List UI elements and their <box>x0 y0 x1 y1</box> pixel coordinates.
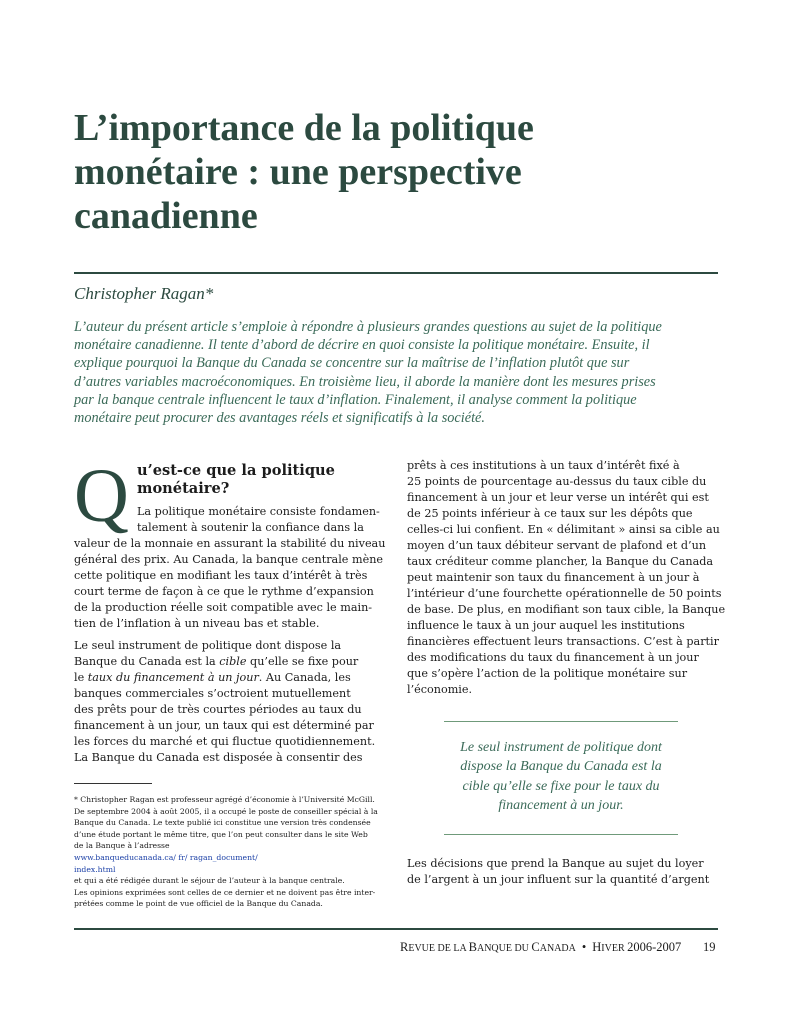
pull-quote-line: financement à un jour. <box>498 798 624 814</box>
footnote <box>74 794 378 910</box>
body-line: valeur de la monnaie en assurant la stabilité du niveau <box>74 537 386 550</box>
body-line: influence le taux à un jour auquel les institutions <box>407 619 685 632</box>
body-line: l’économie. <box>407 683 473 696</box>
right-column <box>407 458 725 698</box>
footnote-line: Banque du Canada. Le texte publié ici constitue une version très condensée <box>74 818 371 828</box>
article-title <box>74 106 714 238</box>
body-line: Banque du Canada est la cible qu’elle se fixe pour <box>74 655 359 668</box>
body-line: cette politique en modifiant les taux d’intérêt à très <box>74 569 368 582</box>
body-line: taux créditeur comme plancher, la Banque du Canada <box>407 555 714 568</box>
page-number: 19 <box>703 940 716 954</box>
body-line: les forces du marché et qui fluctue quotidiennement. <box>74 735 376 748</box>
body-line: La Banque du Canada est disposée à consentir des <box>74 751 363 764</box>
body-line: Les décisions que prend la Banque au sujet du loyer <box>407 857 704 870</box>
body-line: banques commerciales s’octroient mutuellement <box>74 687 351 700</box>
abstract-line: d’autres variables macroéconomiques. En troisième lieu, il aborde la manière dont les mesures prises <box>74 373 656 390</box>
body-line: talement à soutenir la confiance dans la <box>137 521 364 534</box>
footnote-divider <box>74 783 152 784</box>
abstract-line: par la banque centrale influencent le taux d’inflation. Finalement, il analyse comment la politique <box>74 391 637 408</box>
running-footer: REVUE DE LA BANQUE DU CANADA • HIVER 2006-2007 <box>400 940 682 954</box>
title-line: L’importance de la politique <box>74 107 534 149</box>
author-name: Christopher Ragan* <box>74 284 214 303</box>
pull-quote-top-rule <box>444 721 678 722</box>
section-heading-line: u’est-ce que la politique <box>137 462 335 479</box>
footnote-line: Les opinions exprimées sont celles de ce dernier et ne doivent pas être inter- <box>74 887 376 897</box>
body-line: le taux du financement à un jour. Au Canada, les <box>74 671 351 684</box>
body-line: des prêts pour de très courtes périodes au taux du <box>74 703 362 716</box>
section-heading-line: monétaire? <box>137 480 230 497</box>
body-line: de base. De plus, en modifiant son taux cible, la Banque <box>407 603 726 616</box>
footnote-line: de la Banque à l’adresse www.banqueducanada.ca/ fr/ ragan_document/ <box>74 840 378 863</box>
body-line: La politique monétaire consiste fondamen- <box>137 505 380 518</box>
abstract-line: monétaire canadienne. Il tente d’abord de décrire en quoi consiste la politique monétaire. Ensuite, il <box>74 337 650 354</box>
pull-quote-bottom-rule <box>444 834 678 835</box>
bottom-divider <box>74 928 718 930</box>
body-line: 25 points de pourcentage au-dessus du taux cible du <box>407 475 707 488</box>
body-line: l’intérieur d’une fourchette opérationnelle de 50 points <box>407 587 722 600</box>
abstract-line: explique pourquoi la Banque du Canada se concentre sur la maîtrise de l’inflation plutôt que sur <box>74 355 630 372</box>
body-line: de la production réelle soit compatible avec le main- <box>74 601 373 614</box>
body-line: Le seul instrument de politique dont dispose la <box>74 639 342 652</box>
body-line: court terme de façon à ce que le rythme d’expansion <box>74 585 374 598</box>
body-line: de l’argent à un jour influent sur la quantité d’argent <box>407 873 710 886</box>
pull-quote <box>430 738 692 816</box>
top-divider <box>74 272 718 274</box>
footnote-line: * Christopher Ragan est professeur agrégé d’économie à l’Université McGill. <box>74 795 375 804</box>
title-line: monétaire : une perspective <box>74 151 522 193</box>
bullet-separator: • <box>581 940 587 954</box>
left-column <box>74 536 385 766</box>
drop-cap: Q <box>74 454 129 538</box>
body-line: financement à un jour et leur verse un intérêt qui est <box>407 491 709 504</box>
left-column-indented <box>137 504 380 536</box>
right-column-continued <box>407 856 709 888</box>
abstract <box>74 318 718 427</box>
body-line: financement à un jour, un taux qui est déterminé par <box>74 719 374 732</box>
body-line: de 25 points inférieur à ce taux sur les dépôts que <box>407 507 693 520</box>
body-line: financières effectuent leurs transactions. C’est à partir <box>407 635 719 648</box>
pull-quote-line: dispose la Banque du Canada est la <box>460 759 662 775</box>
section-heading <box>137 462 335 498</box>
emphasis: cible <box>219 655 247 668</box>
footnote-line: index.html et qui a été rédigée durant le séjour de l’auteur à la banque centrale. <box>74 864 378 887</box>
body-line: tien de l’inflation à un niveau bas et stable. <box>74 617 320 630</box>
title-line: canadienne <box>74 195 258 237</box>
pull-quote-line: Le seul instrument de politique dont <box>460 740 662 755</box>
body-line: que s’opère l’action de la politique monétaire sur <box>407 667 688 680</box>
footnote-line: prétées comme le point de vue officiel de la Banque du Canada. <box>74 899 323 909</box>
body-line: prêts à ces institutions à un taux d’intérêt fixé à <box>407 459 680 472</box>
footnote-line: De septembre 2004 à août 2005, il a occupé le poste de conseiller spécial à la <box>74 806 378 816</box>
footnote-link[interactable]: www.banqueducanada.ca/ fr/ ragan_document/ <box>74 852 258 862</box>
body-line: celles-ci lui confient. En « délimitant » ainsi sa cible au <box>407 523 720 536</box>
pull-quote-line: cible qu’elle se fixe pour le taux du <box>462 778 660 794</box>
body-line: peut maintenir son taux du financement à un jour à <box>407 571 700 584</box>
body-line: général des prix. Au Canada, la banque centrale mène <box>74 553 384 566</box>
emphasis: taux du financement à un jour <box>87 671 259 684</box>
footnote-line: d’une étude portant le même titre, que l’on peut consulter dans le site Web <box>74 829 368 839</box>
abstract-line: monétaire peut procurer des avantages réels et significatifs à la société. <box>74 410 485 427</box>
body-line: moyen d’un taux débiteur servant de plafond et d’un <box>407 539 707 552</box>
body-line: des modifications du taux du financement à un jour <box>407 651 699 664</box>
abstract-line: L’auteur du présent article s’emploie à répondre à plusieurs grandes questions au sujet de la politique <box>74 319 662 335</box>
footnote-link[interactable]: index.html <box>74 864 116 874</box>
